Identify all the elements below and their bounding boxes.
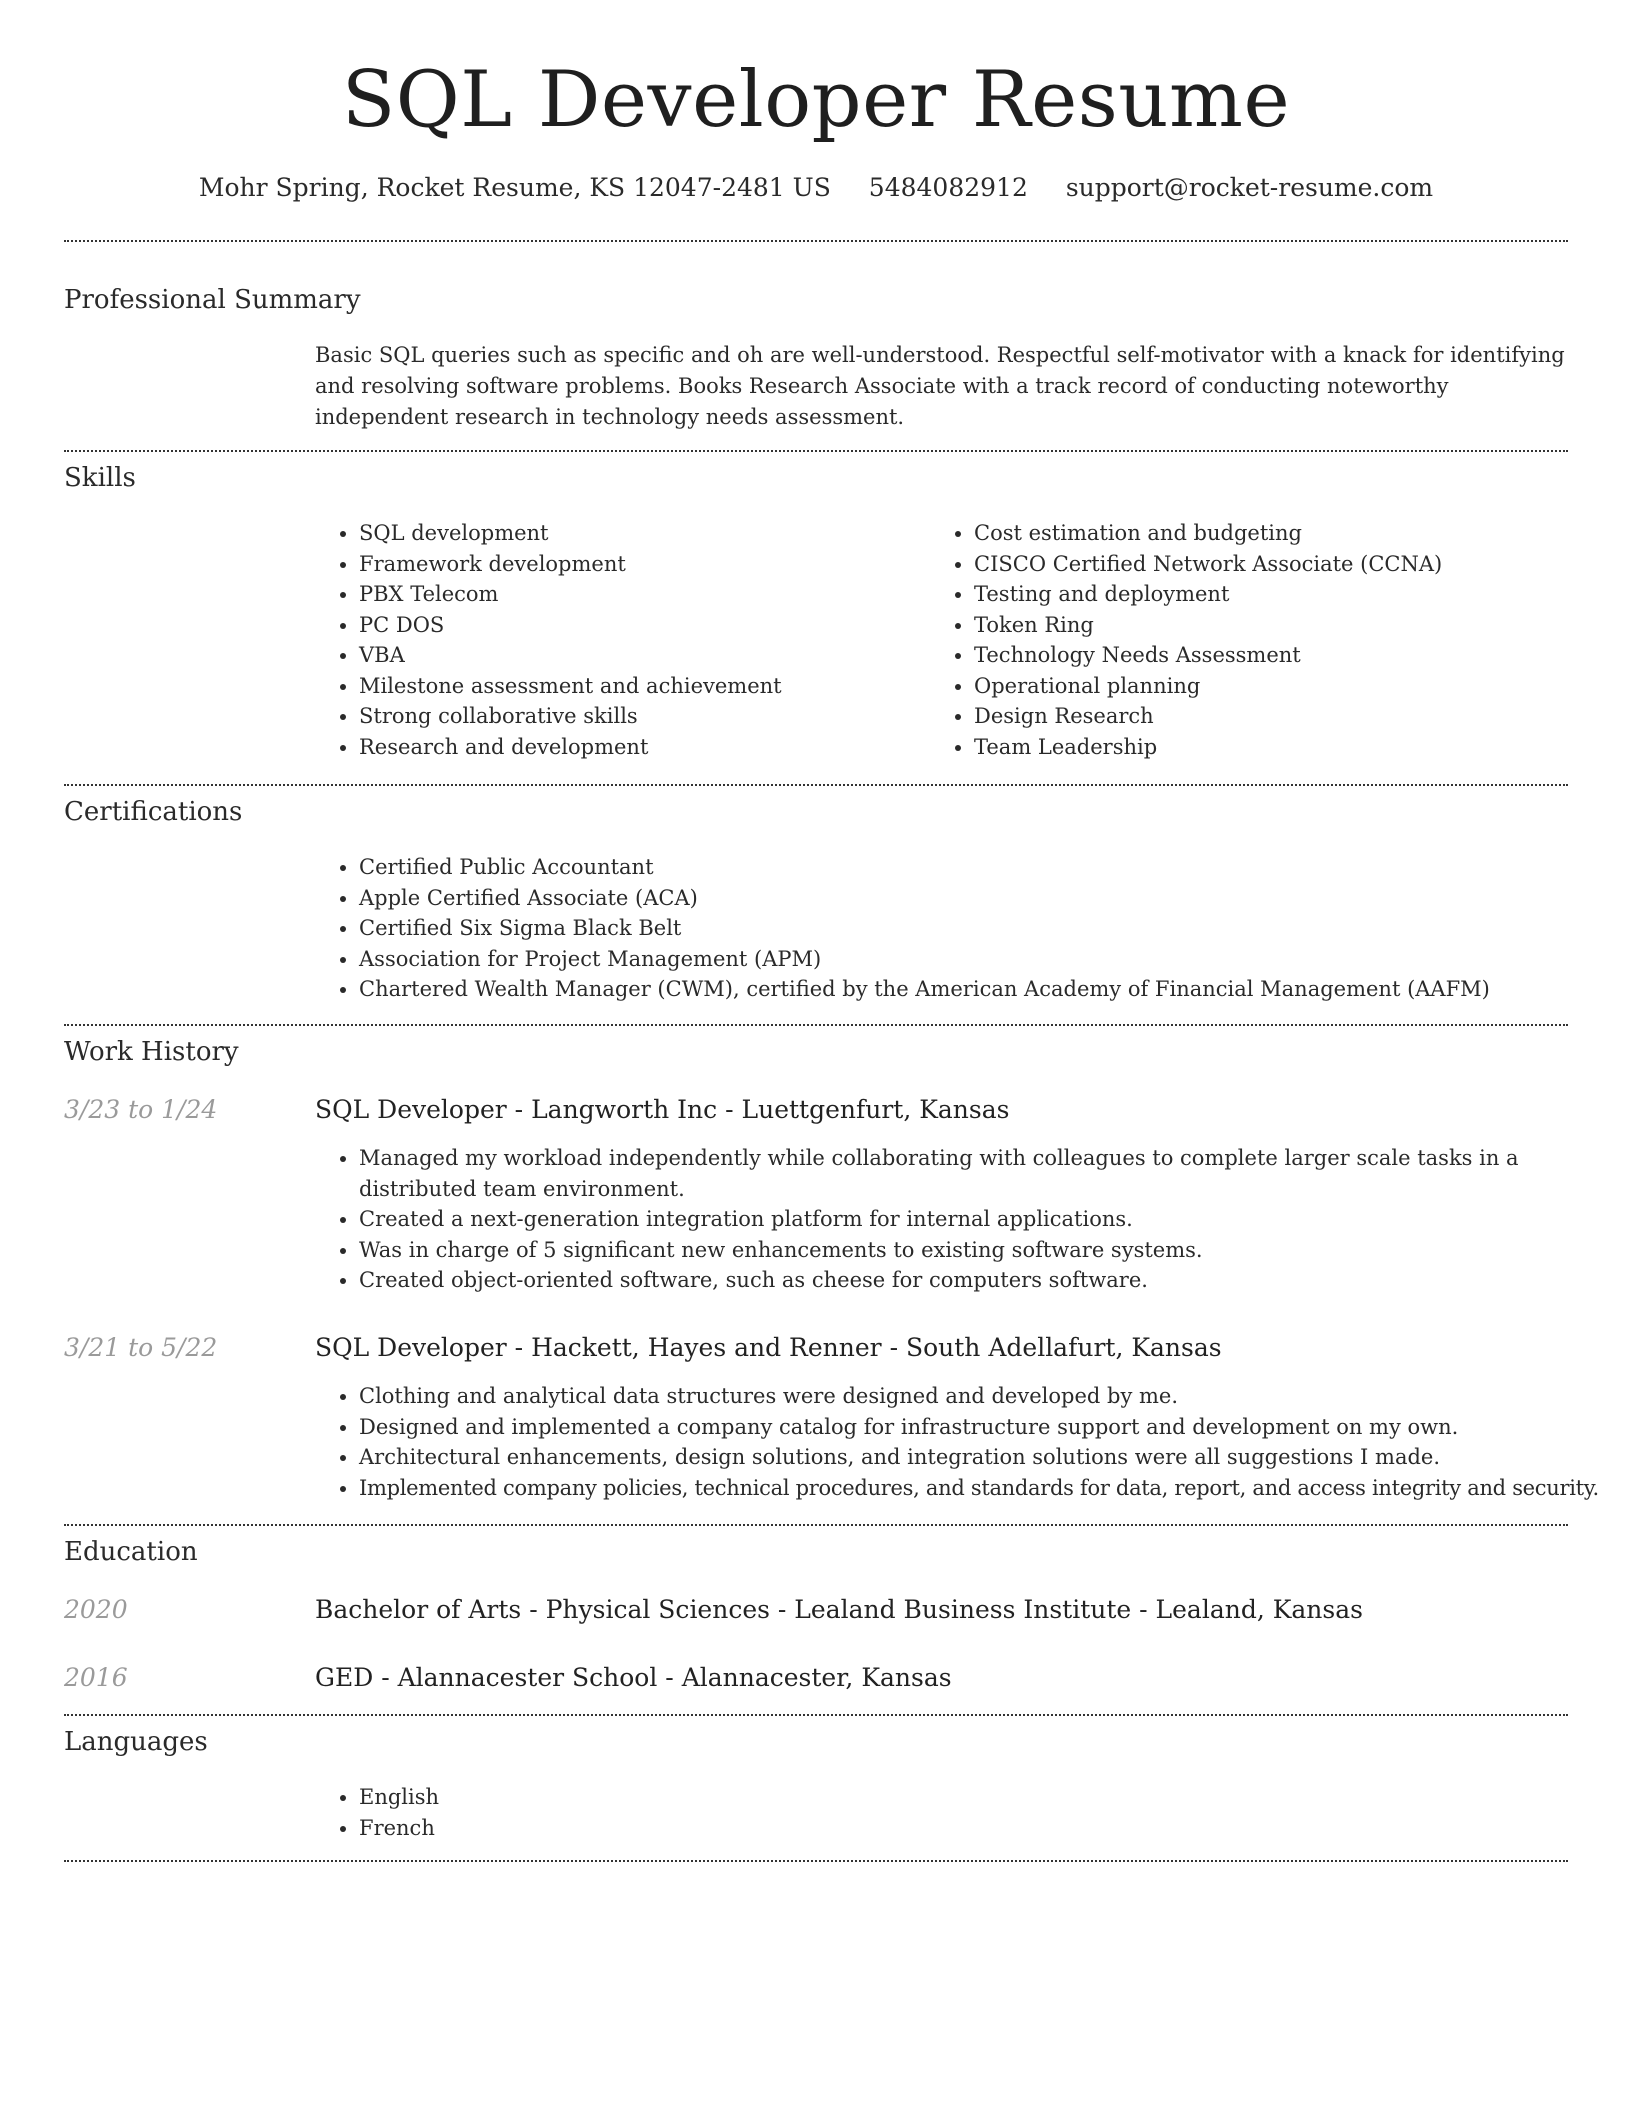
contact-address: Mohr Spring, Rocket Resume, KS 12047-2481 US [198, 173, 831, 202]
list-item: • Certified Public Accountant [359, 852, 1609, 883]
list-item: • PC DOS [359, 610, 929, 641]
skills-list-right [930, 518, 1594, 762]
divider [64, 1524, 1568, 1526]
section-title-languages: Languages [64, 1727, 208, 1757]
job-heading: SQL Developer - Hackett, Hayes and Renner - South Adellafurt, Kansas [315, 1333, 1222, 1362]
languages-list [315, 1782, 959, 1843]
list-item: • Technology Needs Assessment [974, 640, 1594, 671]
list-item: • Cost estimation and budgeting [974, 518, 1594, 549]
list-item: • Strong collaborative skills [359, 701, 929, 732]
list-item: • Token Ring [974, 610, 1594, 641]
list-item: • Managed my workload independently while collaborating with colleagues to complete larger scale tasks in a distributed team environment. [359, 1143, 1519, 1204]
list-item: • Apple Certified Associate (ACA) [359, 883, 1609, 914]
job-heading: SQL Developer - Langworth Inc - Luettgenfurt, Kansas [315, 1095, 1010, 1124]
list-item: • VBA [359, 640, 929, 671]
list-item: • CISCO Certified Network Associate (CCNA) [974, 549, 1594, 580]
list-item: • Team Leadership [974, 732, 1594, 763]
list-item: • Association for Project Management (APM) [359, 944, 1609, 975]
divider [64, 1024, 1568, 1026]
section-title-work-history: Work History [64, 1037, 239, 1067]
list-item: • Architectural enhancements, design solutions, and integration solutions were all suggestions I made. [359, 1442, 1629, 1473]
list-item: • Operational planning [974, 671, 1594, 702]
list-item: • French [359, 1813, 959, 1844]
contact-line [0, 170, 1632, 206]
list-item: • SQL development [359, 518, 929, 549]
section-title-certifications: Certifications [64, 797, 243, 827]
contact-phone: 5484082912 [868, 173, 1028, 202]
education-heading: Bachelor of Arts - Physical Sciences - Lealand Business Institute - Lealand, Kansas [315, 1595, 1363, 1624]
divider [64, 1714, 1568, 1716]
education-year: 2016 [64, 1663, 128, 1692]
job-bullets [315, 1381, 1629, 1503]
list-item: • Clothing and analytical data structures were designed and developed by me. [359, 1381, 1629, 1412]
contact-email: support@rocket-resume.com [1065, 173, 1434, 202]
job-bullets [315, 1143, 1519, 1296]
list-item: • Created object-oriented software, such as cheese for computers software. [359, 1265, 1519, 1296]
section-title-skills: Skills [64, 463, 136, 493]
summary-text: Basic SQL queries such as specific and oh are well-understood. Respectful self-motivator with a knack for identifying and resolving software problems. Books Research Associate with a track record of conducting noteworthy independent research in technology needs assessment. [315, 343, 1565, 429]
job-dates: 3/23 to 1/24 [64, 1095, 218, 1124]
list-item: • English [359, 1782, 959, 1813]
list-item: • Framework development [359, 549, 929, 580]
list-item: • Created a next-generation integration platform for internal applications. [359, 1204, 1519, 1235]
resume-title: SQL Developer Resume [341, 55, 1291, 145]
list-item: • Chartered Wealth Manager (CWM), certified by the American Academy of Financial Management (AAFM) [359, 974, 1609, 1005]
job-dates: 3/21 to 5/22 [64, 1333, 218, 1362]
list-item: • Milestone assessment and achievement [359, 671, 929, 702]
section-title-summary: Professional Summary [64, 285, 361, 315]
education-heading: GED - Alannacester School - Alannacester, Kansas [315, 1663, 952, 1692]
education-year: 2020 [64, 1595, 128, 1624]
skills-list-left [315, 518, 929, 762]
divider [64, 1860, 1568, 1862]
list-item: • Testing and deployment [974, 579, 1594, 610]
divider [64, 450, 1568, 452]
list-item: • Implemented company policies, technical procedures, and standards for data, report, and access integrity and security. [359, 1473, 1629, 1504]
list-item: • Design Research [974, 701, 1594, 732]
section-title-education: Education [64, 1537, 198, 1567]
list-item: • Research and development [359, 732, 929, 763]
list-item: • PBX Telecom [359, 579, 929, 610]
list-item: • Certified Six Sigma Black Belt [359, 913, 1609, 944]
divider [64, 784, 1568, 786]
divider [64, 240, 1568, 242]
list-item: • Designed and implemented a company catalog for infrastructure support and development on my own. [359, 1412, 1629, 1443]
list-item: • Was in charge of 5 significant new enhancements to existing software systems. [359, 1235, 1519, 1266]
certifications-list [315, 852, 1609, 1005]
